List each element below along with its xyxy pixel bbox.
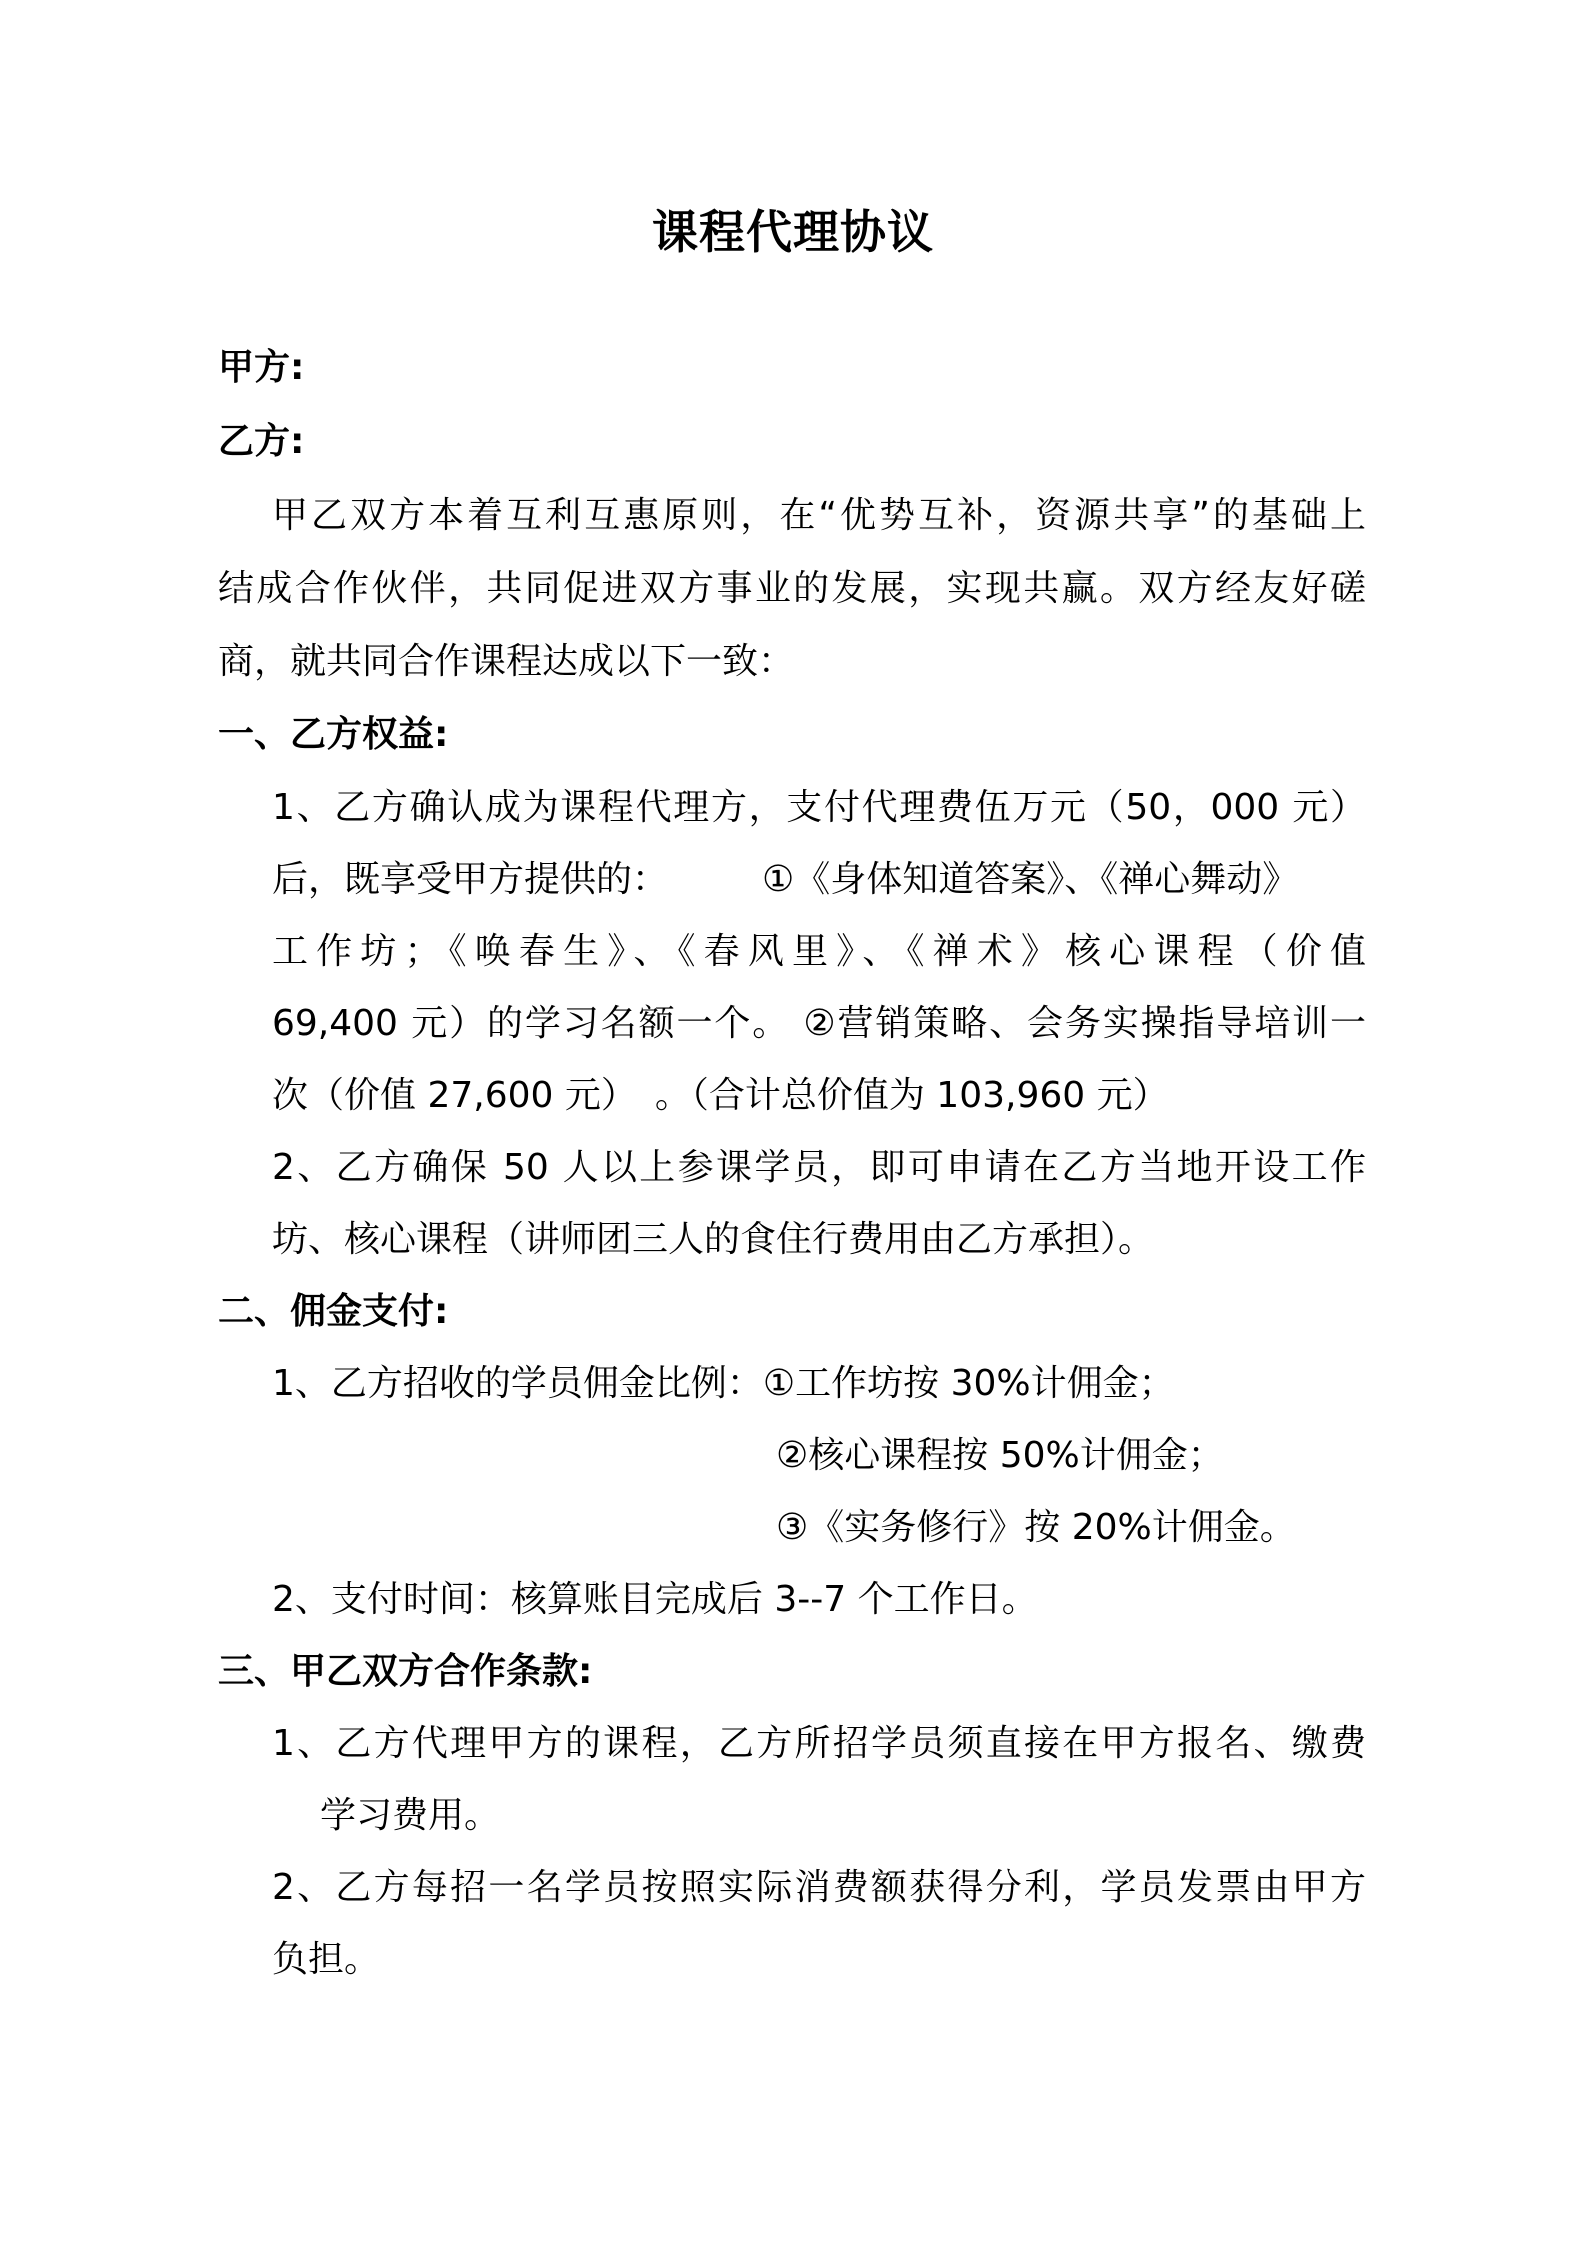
section-2-item-1-line-1: 1、乙方招收的学员佣金比例：①工作坊按 30%计佣金； xyxy=(272,1363,1175,1404)
section-2-item-2-line-1: 2、支付时间：核算账目完成后 3--7 个工作日。 xyxy=(272,1579,1038,1620)
section-1-item-1-line-2a: 后，既享受甲方提供的： xyxy=(272,859,669,900)
party-a-label: 甲方: xyxy=(218,347,305,388)
intro-line-3: 商，就共同合作课程达成以下一致： xyxy=(218,641,795,682)
section-1-item-2-line-1: 2、乙方确保 50 人以上参课学员，即可申请在乙方当地开设工作 xyxy=(272,1147,1366,1188)
section-2-item-1-line-3: ③《实务修行》按 20%计佣金。 xyxy=(776,1507,1296,1548)
party-b-label: 乙方: xyxy=(218,421,305,462)
section-3-item-1-line-2: 学习费用。 xyxy=(320,1795,501,1836)
intro-line-2: 结成合作伙伴，共同促进双方事业的发展，实现共赢。双方经友好磋 xyxy=(218,568,1366,609)
section-1-item-1-line-3: 工作坊；《唤春生》、《春风里》、《禅术》核心课程（价值 xyxy=(272,931,1366,972)
section-1-item-1-line-4: 69,400 元）的学习名额一个。 ②营销策略、会务实操指导培训一 xyxy=(272,1003,1366,1044)
section-1-item-1-line-1: 1、乙方确认成为课程代理方，支付代理费伍万元（50，000 元） xyxy=(272,787,1366,828)
intro-line-1: 甲乙双方本着互利互惠原则，在“优势互补，资源共享”的基础上 xyxy=(272,495,1366,536)
section-3-item-1-line-1: 1、乙方代理甲方的课程，乙方所招学员须直接在甲方报名、缴费 xyxy=(272,1723,1366,1764)
section-2-item-1-line-2: ②核心课程按 50%计佣金； xyxy=(776,1435,1224,1476)
document-title: 课程代理协议 xyxy=(652,205,934,259)
section-2-heading: 二、佣金支付: xyxy=(218,1291,449,1332)
section-1-item-1-line-5: 次（价值 27,600 元） 。（合计总价值为 103,960 元） xyxy=(272,1075,1169,1116)
section-3-item-2-line-1: 2、乙方每招一名学员按照实际消费额获得分利，学员发票由甲方 xyxy=(272,1867,1366,1908)
section-1-item-2-line-2: 坊、核心课程（讲师团三人的食住行费用由乙方承担）。 xyxy=(272,1219,1155,1260)
section-1-item-1-line-2b: ①《身体知道答案》、《禅心舞动》 xyxy=(762,859,1299,900)
section-3-heading: 三、甲乙双方合作条款: xyxy=(218,1651,593,1692)
section-1-heading: 一、乙方权益: xyxy=(218,714,449,755)
section-3-item-2-line-2: 负担。 xyxy=(272,1939,381,1980)
